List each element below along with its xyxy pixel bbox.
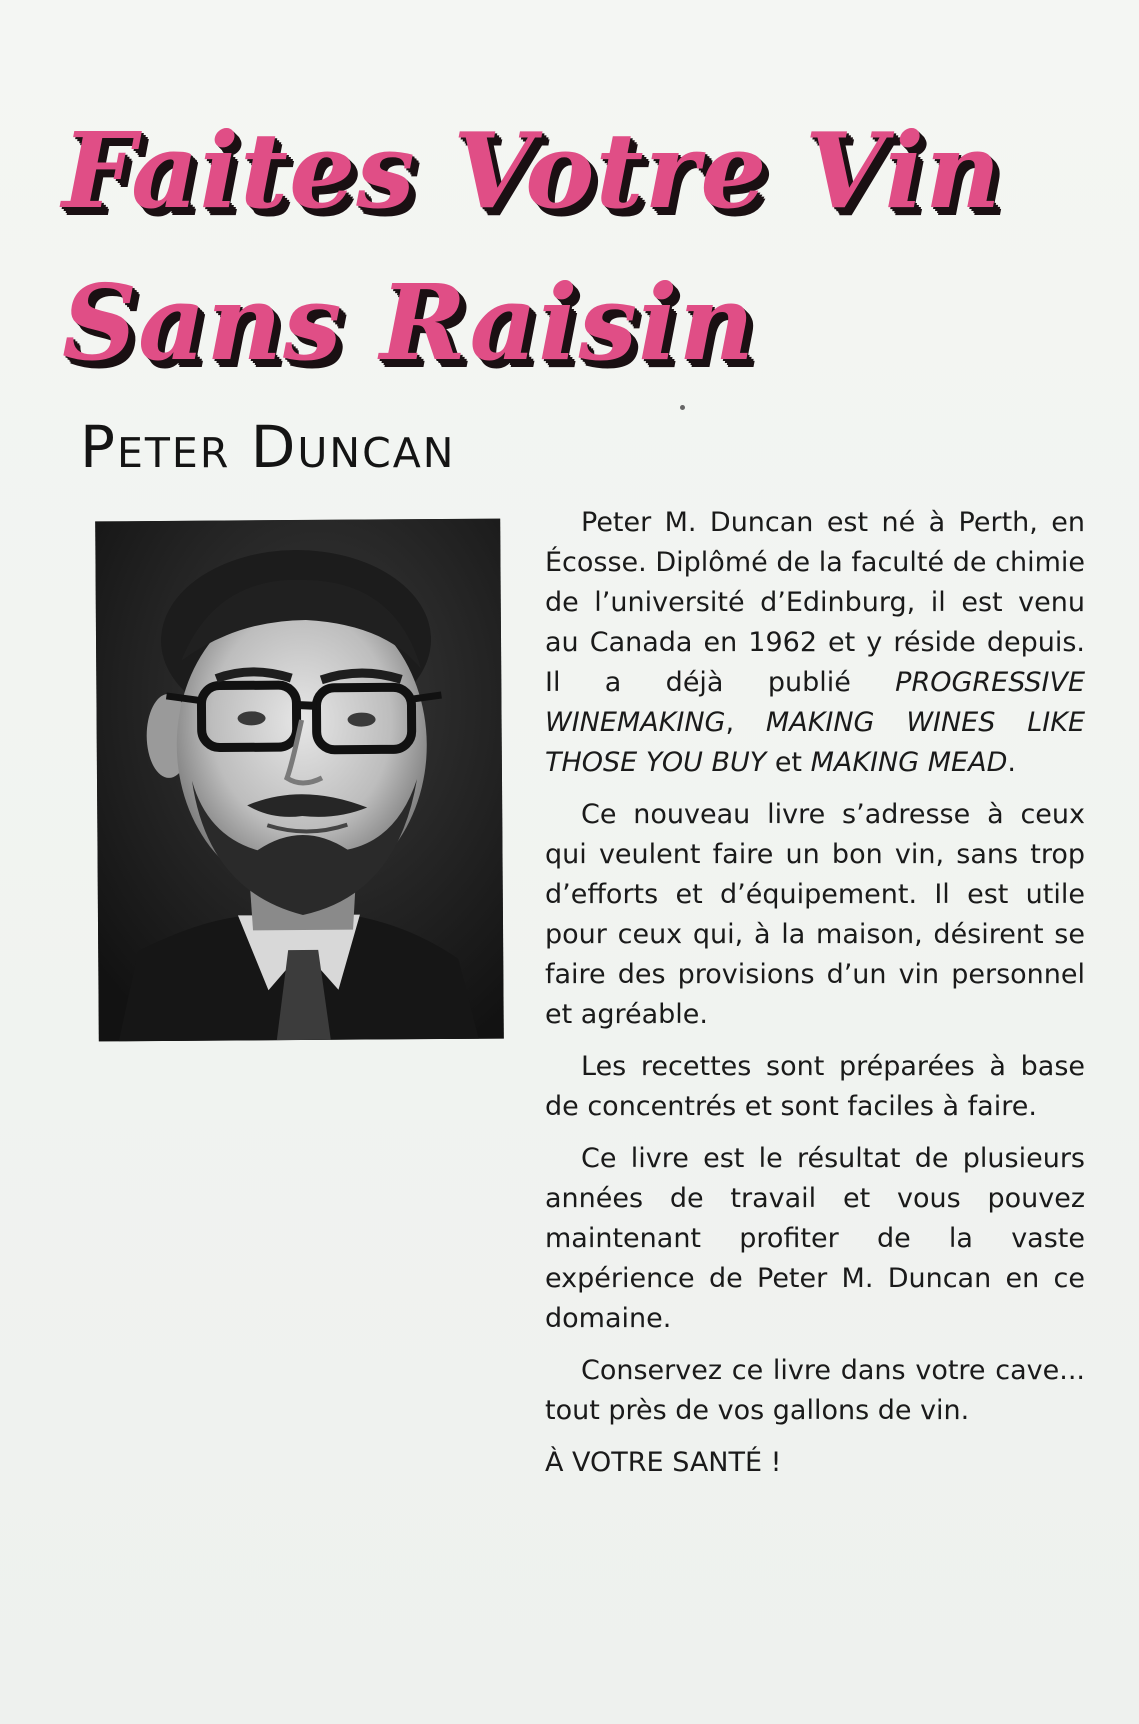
- author-name: Peter Duncan: [80, 413, 456, 481]
- book-title-line-1: Faites Votre Vin: [62, 109, 1002, 232]
- author-portrait-photo: [95, 519, 504, 1042]
- book-title: [62, 95, 1002, 399]
- author-bio: [545, 503, 1085, 783]
- bio-text: Peter M. Duncan est né à Perth, en Écosse. Diplômé de la faculté de chimie de l’université d’Edinburg, il est venu au Canada en 1962 et y réside depuis. Il a déjà publié: [545, 507, 1085, 698]
- paragraph-recipes: Les recettes sont préparées à base de concentrés et sont faciles à faire.: [545, 1051, 1085, 1122]
- paragraph-experience: Ce livre est le résultat de plusieurs années de travail et vous pouvez maintenant profiter de la vaste expérience de Peter M. Duncan en ce domaine.: [545, 1143, 1085, 1334]
- book-reference-1: PROGRESSIVE WINEMAKING: [545, 667, 1085, 738]
- closing-toast: À VOTRE SANTÉ !: [545, 1447, 782, 1478]
- book-title-line-2: Sans Raisin: [62, 261, 756, 384]
- book-reference-3: MAKING MEAD: [810, 747, 1008, 778]
- print-speck: [680, 405, 685, 410]
- paragraph-keep: Conservez ce livre dans votre cave... tout près de vos gallons de vin.: [545, 1355, 1085, 1426]
- bio-separator-1: ,: [725, 707, 766, 738]
- description: [545, 503, 1085, 1495]
- paragraph-intro: Ce nouveau livre s’adresse à ceux qui veulent faire un bon vin, sans trop d’efforts et d’équipement. Il est utile pour ceux qui, à la maison, désirent se faire des provisions d’un vin personnel et agréable.: [545, 799, 1085, 1030]
- bio-separator-2: et: [766, 747, 811, 778]
- bio-end: .: [1007, 747, 1016, 778]
- book-reference-2: MAKING WINES LIKE THOSE YOU BUY: [545, 707, 1085, 778]
